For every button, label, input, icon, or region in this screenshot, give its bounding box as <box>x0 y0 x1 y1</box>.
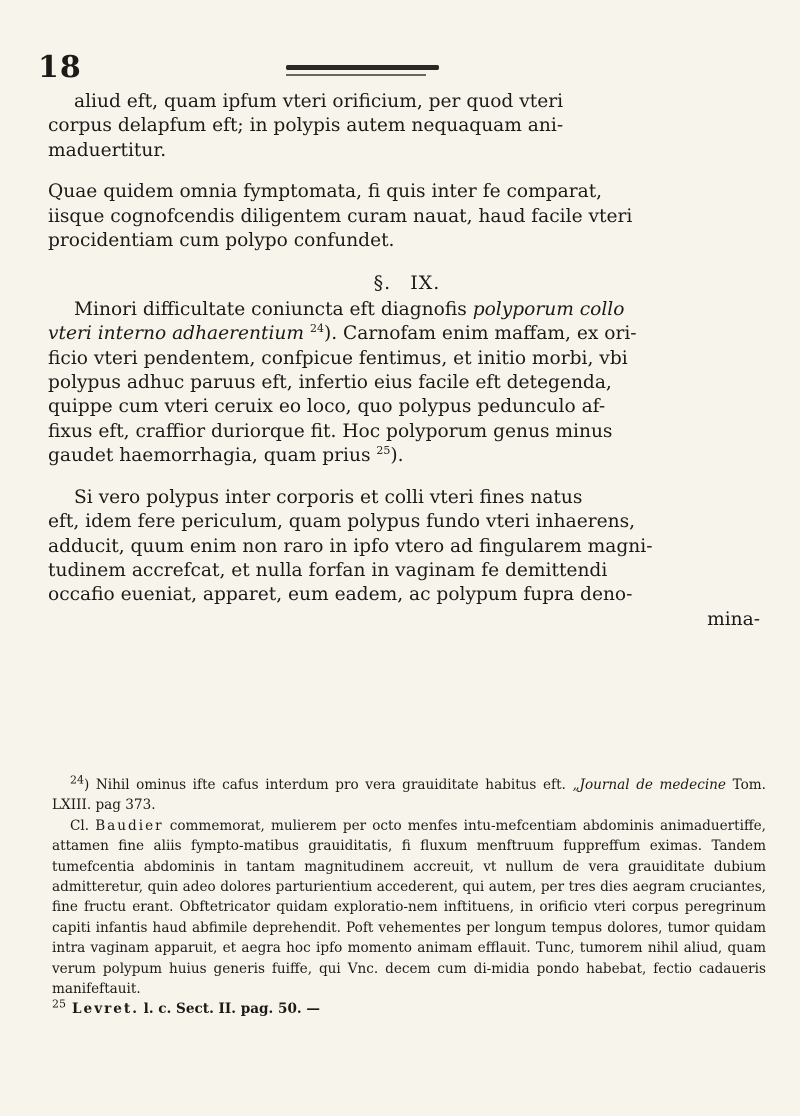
footnote-24-journal-ref: Tom. LXIII. pag 373. <box>52 777 766 814</box>
header-rule-thin <box>286 74 426 76</box>
paragraph-2-line-2: iisque cognofcendis diligentem curam nauat, haud facile vteri <box>48 205 633 227</box>
section-heading <box>48 271 766 295</box>
paragraph-2-line-1: Quae quidem omnia fymptomata, fi quis inter fe comparat, <box>48 181 603 203</box>
paragraph-3-last-start: gaudet haemorrhagia, quam prius <box>48 445 377 467</box>
paragraph-3-line-4: polypus adhuc paruus eft, infertio eius facile eft detegenda, <box>48 372 612 394</box>
footnote-25-ref: l. c. Sect. II. pag. 50. — <box>138 1001 320 1018</box>
paragraph-4-line-1: Si vero polypus inter corporis et colli vteri fines natus <box>74 486 583 508</box>
footnote-25 <box>52 999 766 1019</box>
footnotes <box>52 775 766 1020</box>
paragraph-3-line-2 <box>48 322 766 346</box>
paragraph-1-line-3: maduertitur. <box>48 139 167 161</box>
paragraph-1-line-2: corpus delapfum eft; in polypis autem nequaquam ani- <box>48 115 564 137</box>
paragraph-4-line-4: tudinem accrefcat, et nulla forfan in vaginam fe demittendi <box>48 559 608 581</box>
footnote-25-marker: 25 <box>52 997 66 1011</box>
footnote-25-author: Levret. <box>72 1001 139 1018</box>
paragraph-4-line-5: occafio eueniat, apparet, eum eadem, ac polypum fupra deno- <box>48 584 633 606</box>
footnote-ref-24: 24 <box>309 322 324 336</box>
paragraph-3-line-1 <box>48 298 766 322</box>
footnote-24-body <box>52 816 766 1000</box>
footnote-24-cl: Cl. <box>70 817 96 834</box>
section-number: IX. <box>410 272 441 295</box>
footnote-24 <box>52 775 766 816</box>
footnote-ref-25: 25 <box>376 444 391 458</box>
footnote-24-text: commemorat, mulierem per octo menfes intu-mefcentiam abdominis animaduertiffe, attamen fine aliis fympto-matibus grauiditatis, fi fluxum menftruum fuppreffum eximas. Tandem tumefcentia abdominis in tantam magnitudinem accreuit, vt nullum de vera grauiditate dubium admitteretur, quin adeo dolores parturientium accederent, qui autem, per tres dies aegram cruciantes, fine fructu erant. Obftetricator quidam exploratio-nem inftituens, in orificio vteri corpus peregrinum capiti infantis haud abfimile deprehendit. Poft vehementes per longum tempus dolores, tumor quidam intra vaginam apparuit, et aegra hoc ipfo momento animam efflauit. Tunc, tumorem nihil aliud, quam verum polypum huius generis fuiffe, qui Vnc. decem cum di-midia pondo habebat, fectio cadaueris manifeftauit. <box>52 817 766 998</box>
paragraph-2-line-3: procidentiam cum polypo confundet. <box>48 230 395 252</box>
footnote-24-journal: „Journal de medecine <box>572 777 726 793</box>
paragraph-3-cont-1: ). Carnofam enim maffam, ex ori- <box>323 323 637 345</box>
footnote-24-author: Baudier <box>95 817 164 834</box>
main-text <box>48 90 766 632</box>
paragraph-3-line-7 <box>48 444 766 468</box>
catchword: mina- <box>707 608 760 630</box>
paragraph-3-italic-2: vteri interno adhaerentium <box>48 323 305 345</box>
paragraph-3-italic-1: polyporum collo <box>472 298 625 320</box>
paragraph-4-line-3: adducit, quum enim non raro in ipfo vtero ad fingularem magni- <box>48 535 653 557</box>
section-mark: §. <box>373 272 392 295</box>
paragraph-3-line-5: quippe cum vteri ceruix eo loco, quo polypus pedunculo af- <box>48 396 606 418</box>
page-number: 18 <box>38 50 82 85</box>
paragraph-3-line-3: ficio vteri pendentem, confpicue fentimus, et initio morbi, vbi <box>48 347 628 369</box>
footnote-24-marker: 24 <box>70 773 84 787</box>
header-rule <box>286 65 439 70</box>
paragraph-3-last-end: ). <box>390 445 404 467</box>
paragraph-1-line-1: aliud eft, quam ipfum vteri orificium, per quod vteri <box>74 91 564 112</box>
paragraph-3-line-6: fixus eft, craffior duriorque fit. Hoc polyporum genus minus <box>48 420 613 442</box>
footnote-24-line-1: ) Nihil ominus ifte cafus interdum pro vera grauiditate habitus eft. <box>84 777 566 793</box>
paragraph-3-start: Minori difficultate coniuncta eft diagnofis <box>74 298 473 320</box>
paragraph-4-line-2: eft, idem fere periculum, quam polypus fundo vteri inhaerens, <box>48 511 636 533</box>
